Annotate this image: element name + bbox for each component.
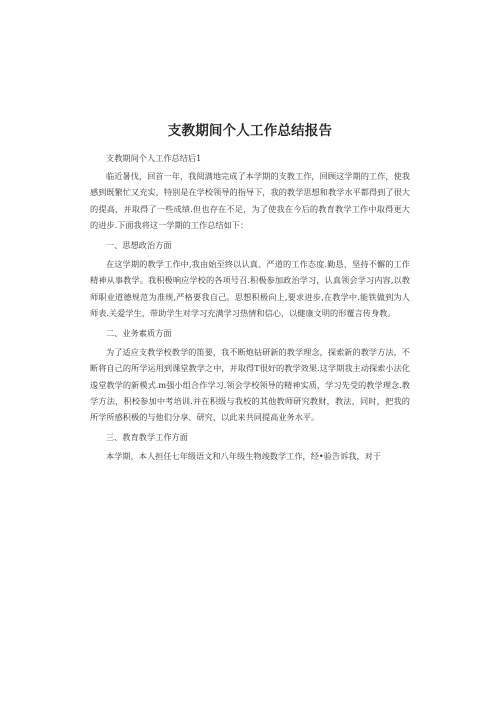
- section-intro-heading: 支教期间个人工作总结后1: [106, 153, 202, 163]
- professional-paragraph: 为了适应支教学校教学的笛要，我不断炮钻研新的教学理念，探索新的教学方法，不断将自己的所学运用到课堂教学之中，并取得T很好的教学效果.这学期我主动探索小法化逡堂教学的新模式.m强小组合作学习.领会学校领导的精神实质，学习先受的教学理念.教学方法，积校参加中考培训.并在积级与我校的其他教师研究教财，教法，同时，把我的所学所感积极的与他们分享、研究，以此来共同提高业务水平。: [90, 347, 410, 423]
- document-body: [90, 150, 410, 469]
- section-heading-professional: 二、业务素质方面: [106, 328, 172, 339]
- section-heading-teaching: 三、教育教学工作方面: [106, 432, 188, 443]
- ideology-paragraph: 在这学期的教学工作中,我由始至终以认真、严道的工作态度.勤恳、坚持不懈的工作精神从事教学。我积极响应学校的各项号召.积极参加政治学习，认真领会学习内容,以教师职业道德规范为准规,严格要我自己。思想积极向上,要求进步,在教学中.能铁做到为人师表.关爱学生，带助学生对学习充满学习热情和信心，以健康文明的形覆言传身教。: [90, 259, 410, 318]
- intro-paragraph: 临近暑伐，回首一年，我阅满地完成了本学期的支教工作，回顾这学期的工作，使我感到既繁忙又充实，特别是在学校领导的指导下，我的教学思想和教学水平都得到了很大的提高，并取得了一些成绩.但也存在不足，为了使我在今后的教育教学工作中取得更大的进步.下面我将这一学期的工作总结如下：: [90, 171, 410, 230]
- teaching-paragraph: 本学期，本人担任七年级语文和八年级生物竣数学工作，经•验告诉我，对于: [106, 451, 382, 462]
- document-title: 支教期间个人工作总结报告: [167, 123, 333, 139]
- section-heading-ideology: 一、思想政治方面: [106, 240, 172, 251]
